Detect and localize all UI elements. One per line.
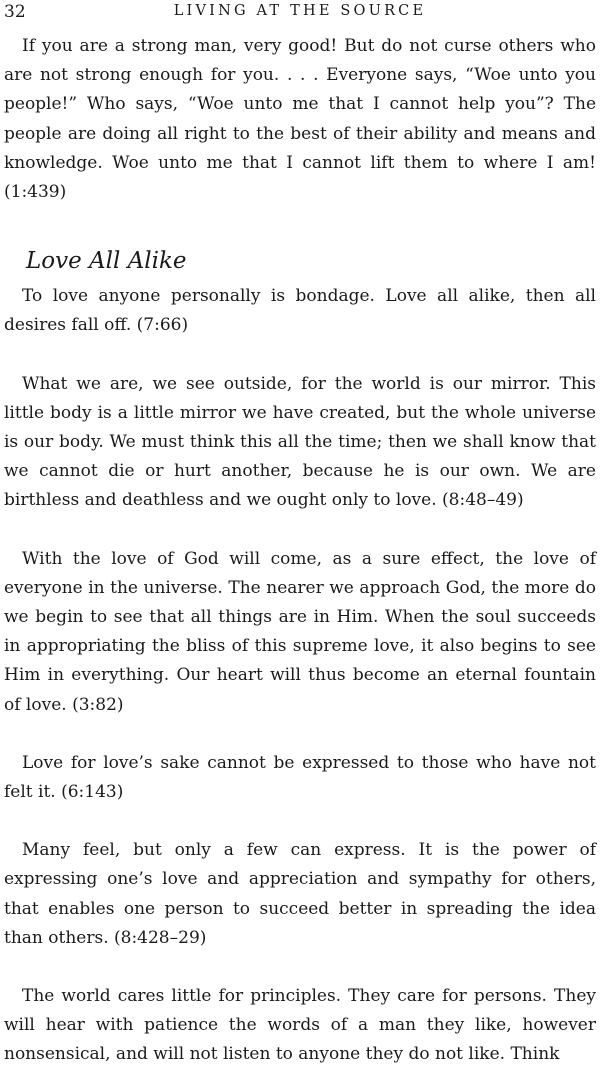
paragraph: Many feel, but only a few can express. It is the power of expressing one’s love and appreciation and sympathy for others, that enables one person to succeed better in spreading the idea than others. (8:428–29) <box>4 840 596 948</box>
page-number: 32 <box>4 2 26 22</box>
paragraph: To love anyone personally is bondage. Love all alike, then all desires fall off. (7:66) <box>4 286 596 336</box>
paragraph: If you are a strong man, very good! But do not curse others who are not strong enough for you. . . . Everyone says, “Woe unto you people!” Who says, “Woe unto me that I cannot help you”? The people are doing all right to the best of their ability and means and knowledge. Woe unto me that I cannot lift them to where I am! (1:439) <box>4 36 596 203</box>
paragraph: The world cares little for principles. They care for persons. They will hear with patience the words of a man they like, however nonsensical, and will not listen to anyone they do not like. Think <box>4 986 596 1065</box>
section-heading: Love All Alike <box>26 248 187 275</box>
paragraph: Love for love’s sake cannot be expressed to those who have not felt it. (6:143) <box>4 752 596 803</box>
page-header <box>4 2 596 24</box>
paragraph: With the love of God will come, as a sure effect, the love of everyone in the universe. The nearer we approach God, the more do we begin to see that all things are in Him. When the soul succeeds in appropriating the bliss of this supreme love, it also begins to see Him in everything. Our heart will thus become an eternal fountain of love. (3:82) <box>4 548 596 715</box>
paragraph: What we are, we see outside, for the world is our mirror. This little body is a little mirror we have created, but the whole universe is our body. We must think this all the time; then we shall know that we cannot die or hurt another, because he is our own. We are birthless and deathless and we ought only to love. (8:48–49) <box>4 373 596 511</box>
page-body <box>4 32 596 1070</box>
running-head: LIVING AT THE SOURCE <box>173 3 427 19</box>
